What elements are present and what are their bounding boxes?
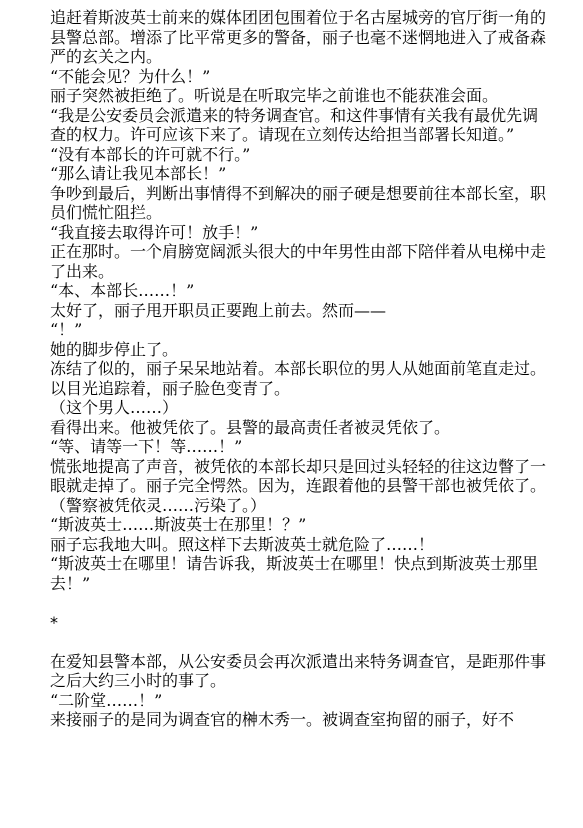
blank-line bbox=[50, 593, 553, 613]
document-page bbox=[50, 8, 553, 730]
text-block-after bbox=[50, 652, 553, 730]
blank-line bbox=[50, 632, 553, 652]
paragraph: 丽子突然被拒绝了。听说是在听取完毕之前谁也不能获准会面。 bbox=[50, 86, 499, 105]
paragraph: 太好了，丽子甩开职员正要跑上前去。然而—— bbox=[50, 300, 387, 320]
paragraph: 追赶着斯波英士前来的媒体团团包围着位于名古屋城旁的官厅街一角的县警总部。增添了比平常更多的警备，丽子也毫不迷惘地进入了戒备森严的玄关之内。 bbox=[50, 8, 547, 66]
paragraph: “斯波英士……斯波英士在那里！？” bbox=[50, 515, 307, 534]
paragraph: 慌张地提高了声音，被凭依的本部长却只是回过头轻轻的往这边瞥了一眼就走掉了。丽子完全愕然。因为，连跟着他的县警干部也被凭依了。 bbox=[50, 456, 547, 495]
paragraph: 来接丽子的是同为调查官的榊木秀一。被调查室拘留的丽子，好不 bbox=[50, 710, 515, 729]
paragraph: 看得出来。他被凭依了。县警的最高责任者被灵凭依了。 bbox=[50, 417, 451, 437]
paragraph: 正在那时。一个肩膀宽阔派头很大的中年男性由部下陪伴着从电梯中走了出来。 bbox=[50, 242, 547, 281]
paragraph: （警察被凭依灵……污染了。） bbox=[50, 495, 267, 515]
paragraph: “本、本部长……！” bbox=[50, 281, 195, 300]
paragraph: 她的脚步停止了。 bbox=[50, 339, 179, 359]
paragraph: “没有本部长的许可就不行。” bbox=[50, 144, 251, 164]
paragraph: “！” bbox=[50, 320, 83, 339]
paragraph: 在爱知县警本部，从公安委员会再次派遣出来特务调查官，是距那件事之后大约三小时的事了。 bbox=[50, 651, 547, 690]
paragraph: 争吵到最后，判断出事情得不到解决的丽子硬是想要前往本部长室，职员们慌忙阻拦。 bbox=[50, 183, 547, 222]
text-block-before bbox=[50, 8, 553, 593]
paragraph: 丽子忘我地大叫。照这样下去斯波英士就危险了……！ bbox=[50, 534, 435, 554]
paragraph: “不能会见？为什么！” bbox=[50, 66, 211, 86]
paragraph: “我是公安委员会派遣来的特务调查官。和这件事情有关我有最优先调查的权力。许可应该下来了。请现在立刻传达给担当部署长知道。” bbox=[50, 105, 539, 144]
paragraph: 冻结了似的，丽子呆呆地站着。本部长职位的男人从她面前笔直走过。以目光追踪着，丽子脸色变青了。 bbox=[50, 359, 547, 398]
paragraph: （这个男人……） bbox=[50, 398, 179, 417]
paragraph: “二阶堂……！” bbox=[50, 690, 163, 710]
paragraph: “等、请等一下！等……！” bbox=[50, 437, 243, 456]
paragraph: “我直接去取得许可！放手！” bbox=[50, 222, 259, 242]
paragraph: “斯波英士在哪里！请告诉我，斯波英士在哪里！快点到斯波英士那里去！” bbox=[50, 554, 539, 593]
section-separator: * bbox=[50, 612, 58, 632]
paragraph: “那么请让我见本部长！” bbox=[50, 164, 227, 183]
